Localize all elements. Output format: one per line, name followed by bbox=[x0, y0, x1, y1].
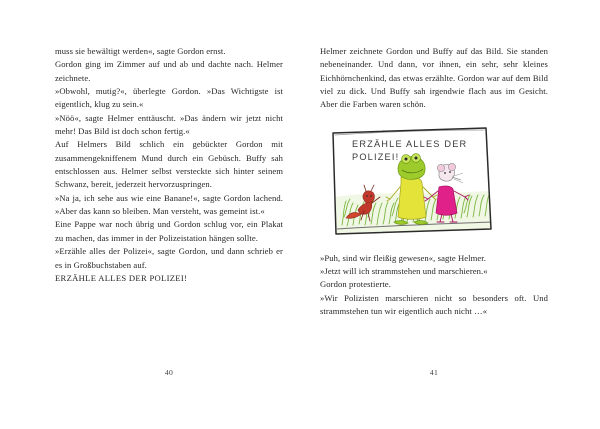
paragraph: »Wir Polizisten marschieren nicht so besonders oft. Und strammstehen tun wir eigentlich auch nicht …« bbox=[320, 292, 548, 317]
poster-slogan-text: ERZÄHLE ALLES DER POLIZEI! bbox=[55, 272, 188, 283]
paragraph: »Erzähle alles der Polizei«, sagte Gordon, und dann schrieb er es in Großbuchstaben auf. bbox=[55, 246, 283, 270]
paragraph: Eine Pappe war noch übrig und Gordon schlug vor, ein Plakat zu machen, das immer in der Polizeistation hängen sollte. bbox=[55, 219, 283, 243]
page-number-right: 41 bbox=[429, 368, 439, 377]
paragraph: Gordon protestierte. bbox=[320, 279, 391, 290]
right-page-textblock-bottom bbox=[320, 252, 548, 319]
poster-line-1: ERZÄHLE ALLES DER bbox=[352, 138, 468, 149]
paragraph: »Na ja, ich sehe aus wie eine Banane!«, sagte Gordon lachend. »Aber das kann so bleiben. Man versteht, was gemeint ist.« bbox=[55, 192, 283, 217]
paragraph: Gordon ging im Zimmer auf und ab und dachte nach. Helmer zeichnete. bbox=[55, 59, 283, 83]
paragraph: Helmer zeichnete Gordon und Buffy auf das Bild. Sie standen nebeneinander. Und dann, vor ihnen, ein sehr, sehr kleines Eichhörnchenkind, das etwas erzählte. Gordon war auf dem Bild viel zu dick. Und Buffy sah irgendwie flach aus im Gesicht. Aber die Farben waren schön. bbox=[320, 46, 548, 110]
paragraph: »Puh, sind wir fleißig gewesen«, sagte Helmer. bbox=[320, 252, 487, 263]
left-page-textblock bbox=[55, 45, 283, 285]
paragraph: Auf Helmers Bild schlich ein gebückter Gordon mit zusammengekniffenem Mund durch ein Gebüsch. Buffy sah entschlossen aus. Helmer selbst versteckte sich hinter seinem Schwanz, bereit, jederzeit hervorzuspringen. bbox=[55, 139, 283, 190]
paragraph: muss sie bewältigt werden«, sagte Gordon ernst. bbox=[55, 46, 226, 56]
page-number-left: 40 bbox=[164, 368, 174, 377]
illustration-svg bbox=[320, 125, 548, 243]
paragraph: »Jetzt will ich strammstehen und marschieren.« bbox=[320, 266, 488, 277]
paragraph: »Nöö«, sagte Helmer enttäuscht. »Das ändern wir jetzt nicht mehr! Das Bild ist doch schon fertig.« bbox=[55, 112, 283, 137]
page-right bbox=[300, 0, 600, 429]
illustration-childrens-drawing bbox=[320, 125, 548, 243]
right-page-textblock-top bbox=[320, 45, 548, 112]
paragraph: »Obwohl, mutig?«, überlegte Gordon. »Das Wichtigste ist eigentlich, klug zu sein.« bbox=[55, 86, 283, 110]
poster-line-2: POLIZEI! bbox=[352, 151, 400, 162]
